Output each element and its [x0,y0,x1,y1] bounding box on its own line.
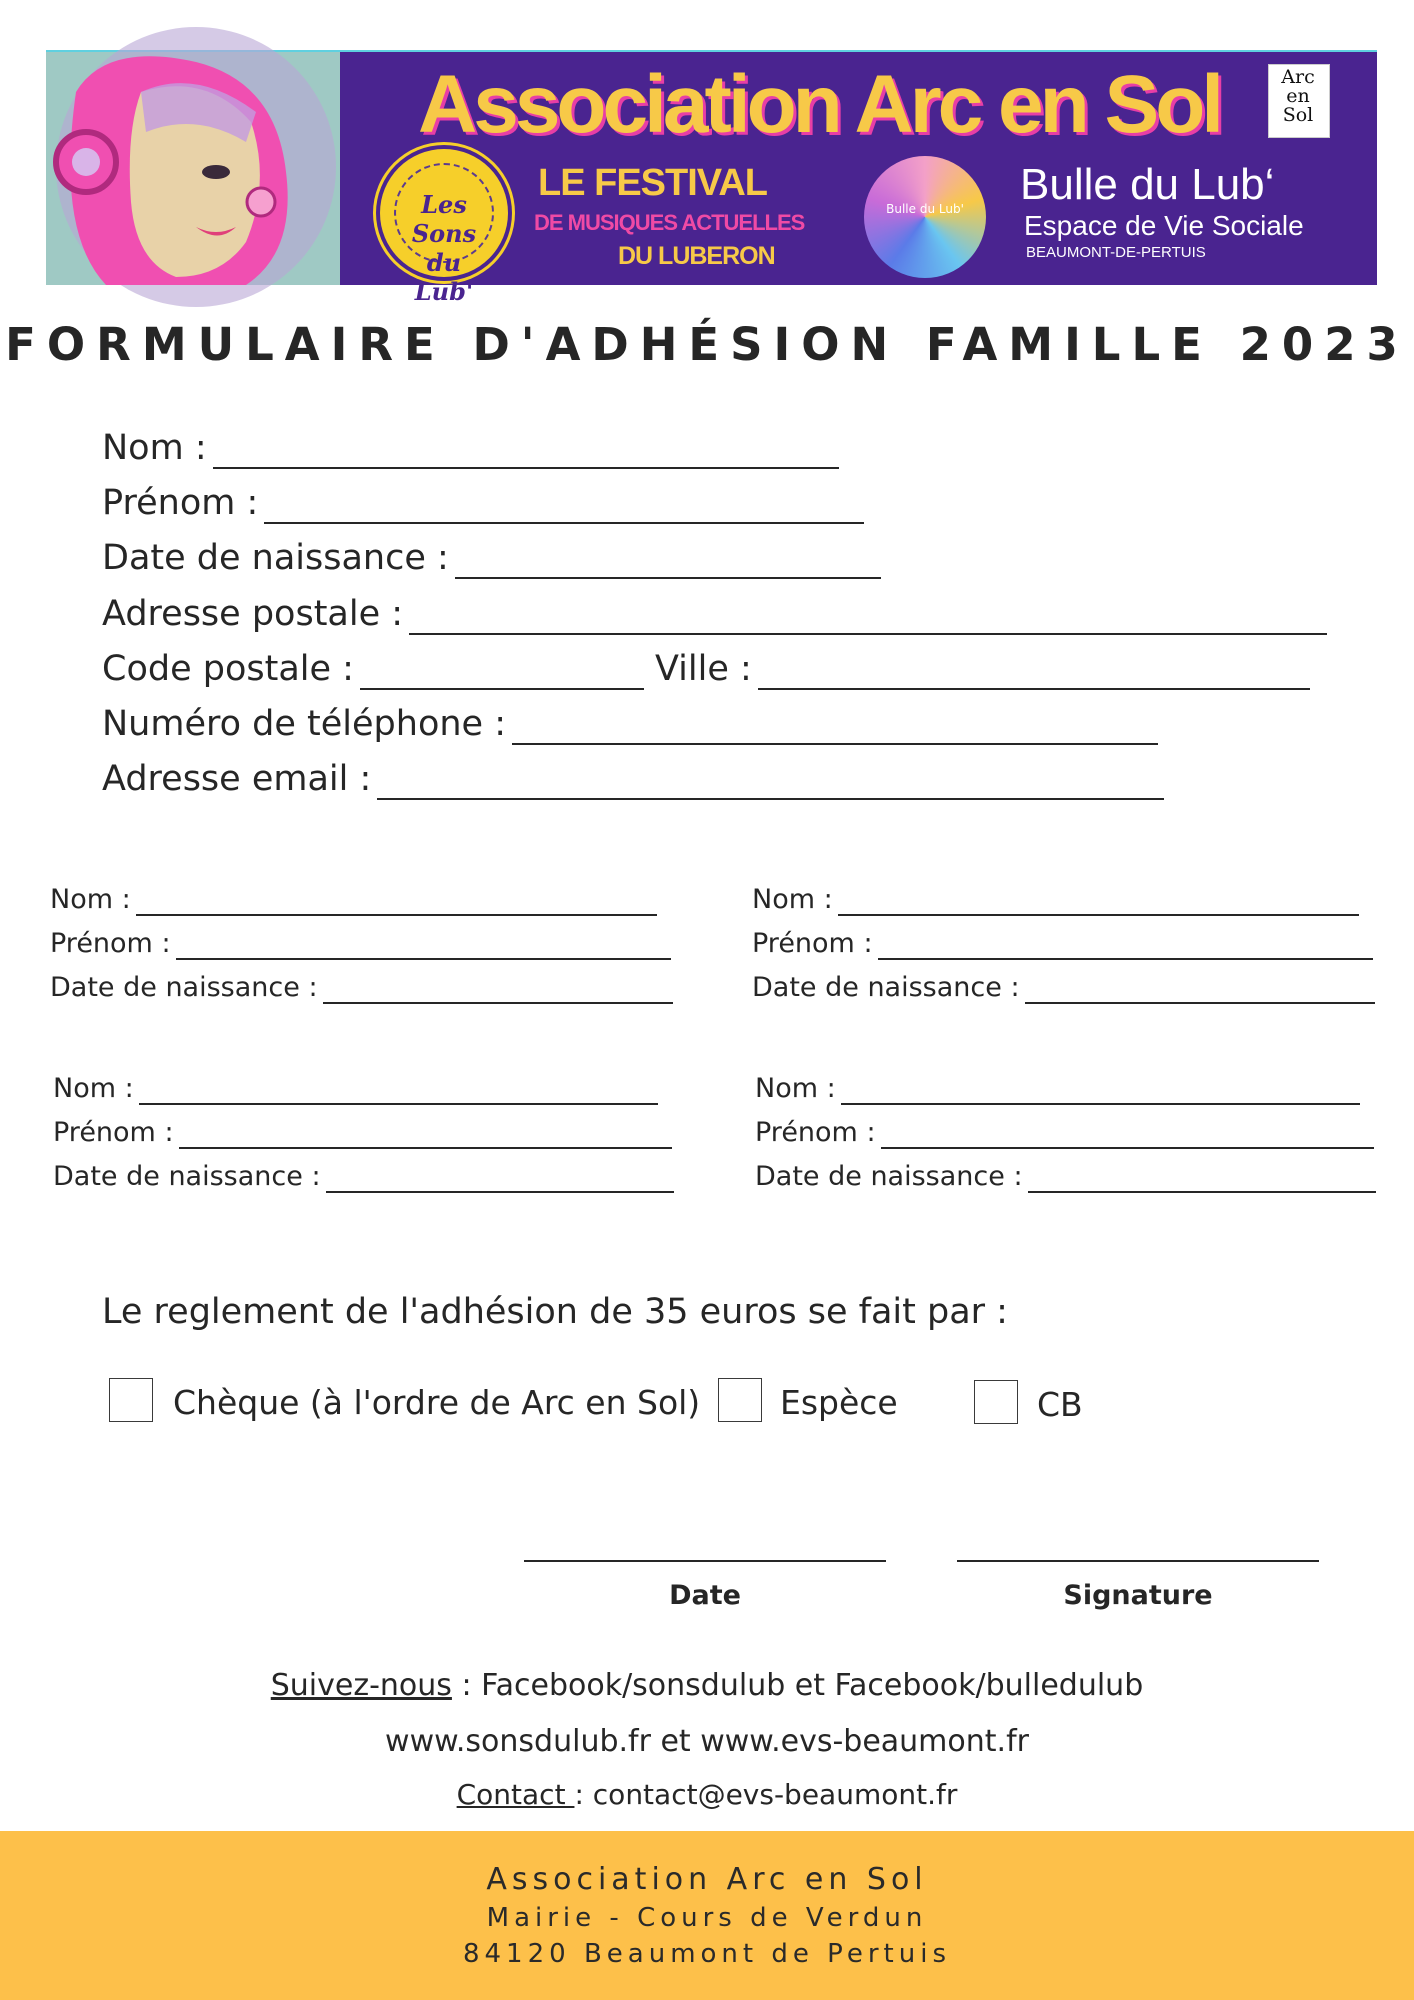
code-postal-label: Code postale : [102,649,354,689]
member-4-nom [755,1073,1376,1105]
code-postal-input-line[interactable] [360,656,644,690]
contact-email: : contact@evs-beaumont.fr [574,1778,958,1811]
member-2-nom [752,884,1375,916]
member-1-nom-label: Nom : [50,884,131,915]
follow-us-line [0,1668,1414,1703]
header-banner [46,50,1377,306]
member-3-date-naissance-label: Date de naissance : [53,1161,321,1192]
member-block-3 [53,1073,674,1193]
contact-label: Contact [456,1778,575,1811]
bulle-du-lub-badge-text: Bulle du Lub' [886,202,964,216]
member-3-date-naissance [53,1161,674,1193]
date-naissance-input-line[interactable] [455,545,881,579]
payment-intro: Le reglement de l'adhésion de 35 euros se fait par : [102,1292,1008,1332]
member-2-date-naissance-label: Date de naissance : [752,972,1020,1003]
nom-input-line[interactable] [213,435,839,469]
member-2-date-naissance-input-line[interactable] [1025,978,1375,1004]
adresse-postale-input-line[interactable] [409,601,1327,635]
member-4-prenom-input-line[interactable] [881,1123,1374,1149]
bulle-du-lub-subtitle: Espace de Vie Sociale [1024,210,1304,241]
footer-address-line-2: 84120 Beaumont de Pertuis [462,1939,952,1969]
member-3-prenom-label: Prénom : [53,1117,174,1148]
bulle-du-lub-title: Bulle du Lub‘ [1020,160,1275,209]
cb-label: CB [1037,1385,1083,1424]
cheque-label: Chèque (à l'ordre de Arc en Sol) [173,1383,701,1422]
bulle-du-lub-badge [864,156,986,278]
member-1-nom-input-line[interactable] [136,890,657,916]
bulle-du-lub-town: BEAUMONT-DE-PERTUIS [1026,244,1206,261]
member-3-date-naissance-input-line[interactable] [326,1167,674,1193]
member-3-nom-input-line[interactable] [139,1079,658,1105]
contact-line [0,1778,1414,1811]
arc-en-sol-logo-text: Arc en Sol [1281,66,1315,126]
signature-label: Signature [1063,1580,1213,1611]
member-2-date-naissance [752,972,1375,1004]
member-4-nom-label: Nom : [755,1073,836,1104]
espece-label: Espèce [780,1383,898,1422]
member-4-nom-input-line[interactable] [841,1079,1360,1105]
member-3-nom [53,1073,674,1105]
form-title: FORMULAIRE D'ADHÉSION FAMILLE 2023 [5,318,1409,371]
member-4-date-naissance-input-line[interactable] [1028,1167,1376,1193]
astronaut-illustration [46,52,340,285]
member-1-prenom [50,928,673,960]
member-1-date-naissance-input-line[interactable] [323,978,673,1004]
member-1-date-naissance [50,972,673,1004]
festival-line-2: DE MUSIQUES ACTUELLES [534,210,805,235]
cheque-checkbox[interactable] [109,1378,153,1422]
email-label: Adresse email : [102,759,372,799]
cb-checkbox[interactable] [974,1380,1018,1424]
ville-label: Ville : [655,649,752,689]
espece-checkbox[interactable] [718,1378,762,1422]
member-2-prenom-label: Prénom : [752,928,873,959]
websites-line: www.sonsdulub.fr et www.evs-beaumont.fr [385,1724,1029,1759]
member-3-prenom-input-line[interactable] [179,1123,672,1149]
date-signature-line[interactable] [524,1560,886,1562]
member-2-prenom-input-line[interactable] [878,934,1373,960]
footer-address-line-1: Mairie - Cours de Verdun [486,1903,928,1933]
email-field [102,758,1164,800]
member-3-nom-label: Nom : [53,1073,134,1104]
member-2-nom-input-line[interactable] [838,890,1359,916]
member-2-nom-label: Nom : [752,884,833,915]
member-4-prenom [755,1117,1376,1149]
member-1-prenom-label: Prénom : [50,928,171,959]
member-4-prenom-label: Prénom : [755,1117,876,1148]
nom-label: Nom : [102,428,207,468]
member-block-2 [752,884,1375,1004]
email-input-line[interactable] [377,766,1164,800]
telephone-field [102,703,1158,745]
date-naissance-field [102,537,881,579]
sons-du-lub-badge-text: Les Sons du Lub' [411,190,477,306]
ville-field [655,648,1310,690]
member-2-prenom [752,928,1375,960]
festival-line-1: LE FESTIVAL [538,162,767,204]
member-3-prenom [53,1117,674,1149]
member-block-4 [755,1073,1376,1193]
date-naissance-label: Date de naissance : [102,538,449,578]
festival-line-3: DU LUBERON [618,242,775,270]
follow-us-label: Suivez-nous [270,1668,452,1703]
prenom-label: Prénom : [102,483,259,523]
adresse-postale-label: Adresse postale : [102,594,404,634]
member-1-nom [50,884,673,916]
adresse-postale-field [102,593,1327,635]
ville-input-line[interactable] [758,656,1310,690]
follow-us-text: : Facebook/sonsdulub et Facebook/bulledulub [451,1668,1144,1703]
member-1-date-naissance-label: Date de naissance : [50,972,318,1003]
footer-association-name: Association Arc en Sol [486,1862,928,1897]
telephone-input-line[interactable] [512,711,1158,745]
member-block-1 [50,884,673,1004]
date-label: Date [669,1580,741,1611]
member-1-prenom-input-line[interactable] [176,934,671,960]
member-4-date-naissance-label: Date de naissance : [755,1161,1023,1192]
nom-field [102,427,839,469]
prenom-field [102,482,864,524]
code-postal-field [102,648,644,690]
association-title: Association Arc en Sol [418,59,1221,150]
prenom-input-line[interactable] [264,490,864,524]
signature-line[interactable] [957,1560,1319,1562]
member-4-date-naissance [755,1161,1376,1193]
telephone-label: Numéro de téléphone : [102,704,506,744]
